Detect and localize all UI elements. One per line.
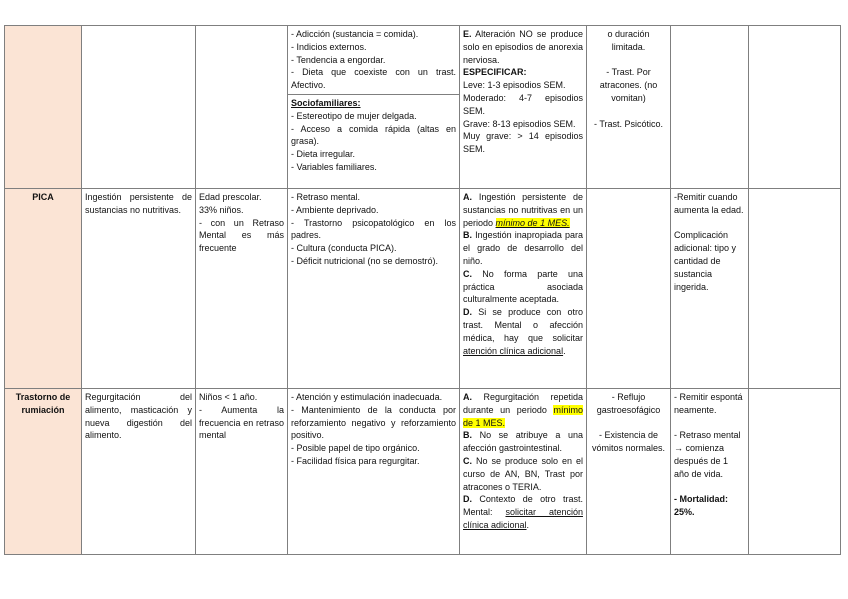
criteria-cell bbox=[460, 389, 587, 555]
definition-cell bbox=[82, 389, 196, 555]
course-cell bbox=[671, 26, 749, 189]
etiology-line: - Trastorno psicopatológico en los padres. bbox=[291, 217, 456, 241]
criteria-cell bbox=[460, 189, 587, 389]
definition-cell bbox=[82, 189, 196, 389]
severity-line: Grave: 8-13 episodios SEM. bbox=[463, 118, 576, 129]
table-row bbox=[5, 389, 841, 555]
criterion-highlight: mínimo de 1 MES. bbox=[495, 217, 570, 228]
sociofamiliar-line: - Estereotipo de mujer delgada. bbox=[291, 110, 417, 121]
definition-cell bbox=[82, 26, 196, 189]
differential-cell bbox=[587, 389, 671, 555]
etiology-line: - Cultura (conducta PICA). bbox=[291, 243, 397, 254]
severity-line: Moderado: 4-7 episodios SEM. bbox=[463, 92, 583, 116]
criterion-text: No forma parte una práctica asociada culturalmente aceptada. bbox=[463, 268, 583, 305]
complication-text: Complicación adicional: tipo y cantidad de sustancia ingerida. bbox=[674, 230, 737, 292]
course-line: - Remitir espontáneamente. bbox=[674, 392, 743, 415]
criterion-text: Si se produce con otro trast. Mental o afección médica, hay que solicitar bbox=[463, 307, 583, 343]
etiology-line: - Retraso mental. bbox=[291, 192, 361, 202]
criterion-letter: A. bbox=[463, 192, 472, 202]
criterion-underlined: atención clínica adicional bbox=[463, 345, 564, 356]
criterion-text: Ingestión inapropiada para el grado de desarrollo del niño. bbox=[463, 230, 583, 266]
etiology-line: - Indicios externos. bbox=[291, 41, 367, 52]
epidemiology-cell bbox=[196, 26, 288, 189]
etiology-line: - Adicción (sustancia = comida). bbox=[291, 29, 419, 39]
etiology-line: - Facilidad física para regurgitar. bbox=[291, 455, 420, 466]
criterion-letter: D. bbox=[463, 307, 472, 318]
criterion-letter: D. bbox=[463, 494, 472, 505]
sociofamiliar-section bbox=[288, 94, 459, 174]
extra-cell bbox=[749, 389, 841, 555]
differential-cell bbox=[587, 189, 671, 389]
criterion-letter: C. bbox=[463, 268, 472, 279]
disorder-name: PICA bbox=[32, 192, 54, 202]
sociofamiliar-line: - Dieta irregular. bbox=[291, 149, 356, 160]
table-row bbox=[5, 26, 841, 189]
course-cell bbox=[671, 389, 749, 555]
criterion-underlined: solicitar atención clínica adicional bbox=[463, 507, 583, 530]
criterion-end: . bbox=[563, 345, 566, 356]
disorder-name-cell bbox=[5, 389, 82, 555]
disorders-table bbox=[4, 25, 841, 555]
epidemiology-line: Edad prescolar. bbox=[199, 192, 262, 202]
criterion-letter: B. bbox=[463, 230, 472, 241]
etiology-line: - Mantenimiento de la conducta por reforzamiento negativo y reforzamiento positivo. bbox=[291, 404, 456, 441]
etiology-line: - Posible papel de tipo orgánico. bbox=[291, 443, 420, 454]
definition-text: Ingestión persistente de sustancias no nutritivas. bbox=[85, 192, 192, 215]
epidemiology-line: - Aumenta la frecuencia en retraso mental bbox=[199, 404, 284, 441]
etiology-line: - Déficit nutricional (no se demostró). bbox=[291, 255, 439, 266]
specify-label: ESPECIFICAR: bbox=[463, 67, 527, 78]
criterion-text: Contexto de otro trast. Mental: bbox=[463, 494, 583, 518]
criterion-text: Regurgitación repetida durante un periodo bbox=[463, 392, 583, 415]
etiology-line: - Ambiente deprivado. bbox=[291, 204, 379, 215]
criterion-letter: C. bbox=[463, 455, 472, 466]
criterion-text: Alteración NO se produce solo en episodios de anorexia nerviosa. bbox=[463, 29, 583, 65]
epidemiology-line: Niños < 1 año. bbox=[199, 392, 258, 402]
epidemiology-line: 33% niños. bbox=[199, 204, 244, 215]
mortality-label: - Mortalidad: bbox=[674, 494, 728, 505]
criterion-letter: B. bbox=[463, 430, 472, 441]
criterion-text: No se produce solo en el curso de AN, BN, Trast por atracones o TERIA. bbox=[463, 455, 583, 492]
epidemiology-line: - con un Retraso Mental es más frecuente bbox=[199, 217, 284, 254]
disorder-name-cell bbox=[5, 26, 82, 189]
sociofamiliar-line: - Variables familiares. bbox=[291, 161, 377, 172]
criteria-cell bbox=[460, 26, 587, 189]
etiology-cell bbox=[288, 189, 460, 389]
severity-line: Muy grave: > 14 episodios SEM. bbox=[463, 131, 583, 155]
differential-cell bbox=[587, 26, 671, 189]
criterion-letter: A. bbox=[463, 392, 472, 402]
course-line: - Retraso mental → comienza después de 1 año de vida. bbox=[674, 430, 741, 479]
severity-line: Leve: 1-3 episodios SEM. bbox=[463, 80, 566, 91]
mortality-value: 25%. bbox=[674, 507, 695, 518]
etiology-line: - Atención y estimulación inadecuada. bbox=[291, 392, 443, 402]
epidemiology-cell bbox=[196, 389, 288, 555]
definition-text: Regurgitación del alimento, masticación y nueva digestión del alimento. bbox=[85, 392, 192, 441]
table-row bbox=[5, 189, 841, 389]
differential-item: - Reflujo gastroesofágico bbox=[596, 392, 661, 415]
etiology-cell bbox=[288, 389, 460, 555]
differential-item: - Trast. Psicótico. bbox=[593, 118, 664, 129]
disorder-name: Trastorno de rumiación bbox=[15, 392, 71, 415]
differential-item: - Trast. Por atracones. (no vomitan) bbox=[599, 67, 658, 103]
course-line: -Remitir cuando aumenta la edad. bbox=[674, 192, 744, 215]
extra-cell bbox=[749, 26, 841, 189]
criterion-highlight: mínimo de 1 MES. bbox=[463, 404, 583, 428]
etiology-line: - Dieta que coexiste con un trast. Afectivo. bbox=[291, 67, 456, 91]
criterion-letter: E. bbox=[463, 29, 472, 39]
criterion-text: No se atribuye a una afección gastrointestinal. bbox=[463, 430, 583, 454]
sociofamiliar-title: Sociofamiliares: bbox=[291, 97, 361, 108]
course-cell bbox=[671, 189, 749, 389]
sociofamiliar-line: - Acceso a comida rápida (altas en grasa). bbox=[291, 123, 456, 147]
extra-cell bbox=[749, 189, 841, 389]
disorder-name-cell bbox=[5, 189, 82, 389]
etiology-cell bbox=[288, 26, 460, 189]
differential-item: o duración limitada. bbox=[607, 29, 650, 52]
criterion-text: Ingestión persistente de sustancias no nutritivas en un periodo bbox=[463, 192, 583, 228]
criterion-end: . bbox=[526, 519, 530, 530]
epidemiology-cell bbox=[196, 189, 288, 389]
etiology-line: - Tendencia a engordar. bbox=[291, 54, 386, 65]
differential-item: - Existencia de vómitos normales. bbox=[591, 430, 666, 454]
